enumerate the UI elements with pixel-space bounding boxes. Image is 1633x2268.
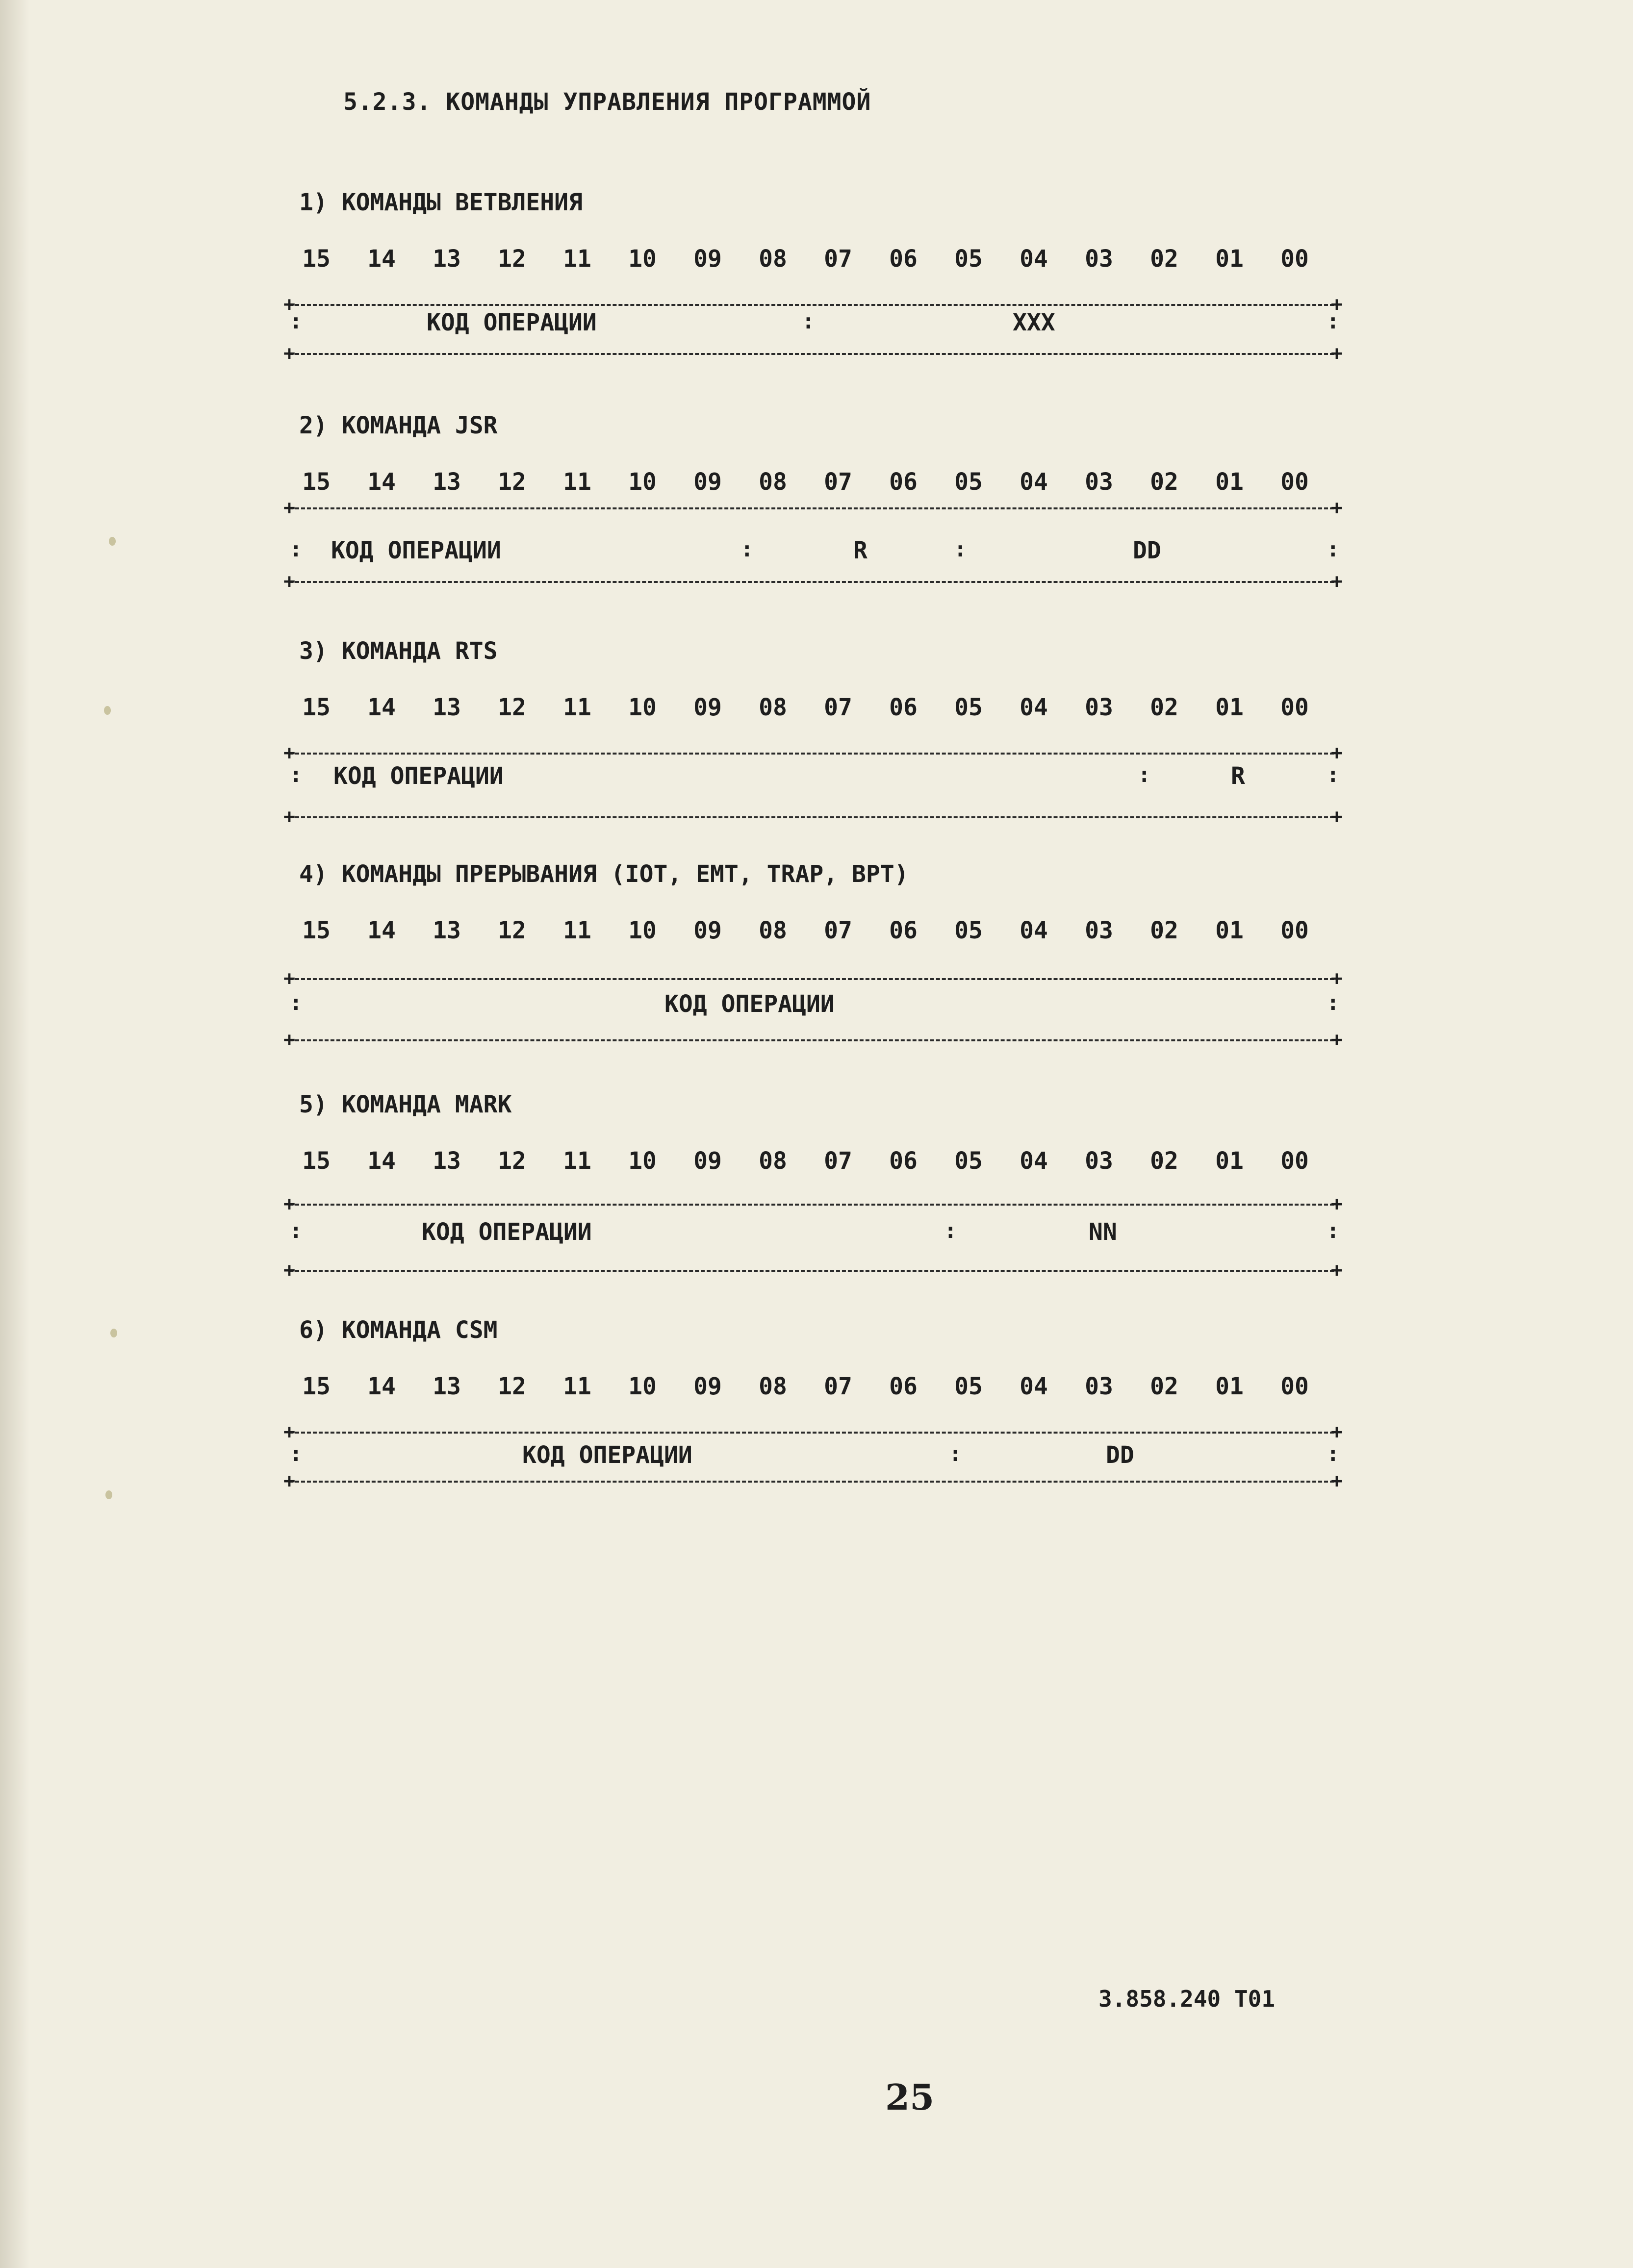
bit-number: 09 <box>693 1373 722 1400</box>
bit-number: 15 <box>302 1147 331 1175</box>
bit-number: 00 <box>1280 694 1309 721</box>
destination-field: DD <box>1133 537 1161 564</box>
instruction-format-row <box>289 990 1340 1020</box>
section-title: 3) КОМАНДА RTS <box>299 637 498 665</box>
bit-number: 15 <box>302 468 331 496</box>
section-mark <box>283 1091 1353 1287</box>
binding-hole <box>110 1329 117 1337</box>
bit-number: 02 <box>1150 1373 1178 1400</box>
bit-number: 03 <box>1085 245 1113 273</box>
instruction-format-row <box>289 309 1340 338</box>
register-field: R <box>853 537 868 564</box>
bit-number: 02 <box>1150 694 1178 721</box>
bit-number: 12 <box>498 245 526 273</box>
bit-number: 06 <box>889 468 918 496</box>
table-top-border: + + <box>283 293 1343 316</box>
bit-number: 03 <box>1085 1147 1113 1175</box>
bit-number: 14 <box>367 245 396 273</box>
bit-number: 10 <box>628 1147 657 1175</box>
opcode-field: КОД ОПЕРАЦИИ <box>422 1218 592 1246</box>
bit-number: 05 <box>954 1147 983 1175</box>
section-rts <box>283 637 1353 833</box>
field-separator: : <box>289 990 303 1015</box>
bit-number: 15 <box>302 694 331 721</box>
field-separator: : <box>1327 309 1340 334</box>
offset-field: XXX <box>1013 309 1055 336</box>
bit-number-row <box>289 1147 1334 1177</box>
bit-number: 15 <box>302 917 331 944</box>
field-separator: : <box>740 537 754 562</box>
instruction-format-row <box>289 1218 1340 1248</box>
bit-number: 09 <box>693 245 722 273</box>
bit-number: 11 <box>563 917 591 944</box>
parameter-count-field: NN <box>1089 1218 1117 1246</box>
bit-number: 11 <box>563 694 591 721</box>
field-separator: : <box>1138 762 1151 787</box>
destination-field: DD <box>1106 1441 1134 1469</box>
bit-number: 13 <box>433 468 461 496</box>
bit-number: 04 <box>1020 917 1048 944</box>
bit-number: 04 <box>1020 1373 1048 1400</box>
bit-number: 08 <box>759 245 787 273</box>
binding-hole <box>105 1490 112 1499</box>
bit-number: 12 <box>498 694 526 721</box>
bit-number: 00 <box>1280 468 1309 496</box>
bit-number: 02 <box>1150 1147 1178 1175</box>
bit-number-row <box>289 917 1334 946</box>
table-bottom-border: + + <box>283 1029 1343 1051</box>
section-title: 4) КОМАНДЫ ПРЕРЫВАНИЯ (IOT, EMT, TRAP, BPT) <box>299 860 909 888</box>
bit-number: 05 <box>954 245 983 273</box>
instruction-format-row <box>289 1441 1340 1471</box>
bit-number: 13 <box>433 917 461 944</box>
field-separator: : <box>289 762 303 787</box>
table-bottom-border: + + <box>283 806 1343 828</box>
opcode-field: КОД ОПЕРАЦИИ <box>333 762 504 790</box>
bit-number: 11 <box>563 1147 591 1175</box>
page-title: 5.2.3. КОМАНДЫ УПРАВЛЕНИЯ ПРОГРАММОЙ <box>343 88 871 116</box>
bit-number: 12 <box>498 468 526 496</box>
bit-number: 13 <box>433 245 461 273</box>
bit-number: 13 <box>433 1373 461 1400</box>
bit-number: 11 <box>563 468 591 496</box>
field-separator: : <box>289 1218 303 1243</box>
bit-number: 08 <box>759 1373 787 1400</box>
section-branch-commands <box>283 189 1353 385</box>
field-separator: : <box>1327 762 1340 787</box>
field-separator: : <box>1327 1441 1340 1466</box>
bit-number-row <box>289 1373 1334 1402</box>
bit-number: 14 <box>367 1147 396 1175</box>
field-separator: : <box>289 1441 303 1466</box>
bit-number: 10 <box>628 694 657 721</box>
instruction-format-row <box>289 537 1340 566</box>
section-interrupt-commands <box>283 860 1353 1057</box>
bit-number: 03 <box>1085 694 1113 721</box>
field-separator: : <box>289 309 303 334</box>
section-jsr <box>283 412 1353 608</box>
page-number: 25 <box>885 2076 935 2118</box>
bit-number: 01 <box>1215 694 1244 721</box>
section-title: 2) КОМАНДА JSR <box>299 412 498 439</box>
bit-number: 04 <box>1020 468 1048 496</box>
bit-number: 02 <box>1150 468 1178 496</box>
bit-number: 02 <box>1150 917 1178 944</box>
opcode-field: КОД ОПЕРАЦИИ <box>331 537 501 564</box>
bit-number: 06 <box>889 1373 918 1400</box>
bit-number: 05 <box>954 694 983 721</box>
bit-number: 05 <box>954 468 983 496</box>
bit-number-row <box>289 694 1334 723</box>
field-separator: : <box>944 1218 957 1243</box>
bit-number: 06 <box>889 917 918 944</box>
bit-number: 08 <box>759 468 787 496</box>
field-separator: : <box>1327 537 1340 562</box>
bit-number: 10 <box>628 1373 657 1400</box>
opcode-field: КОД ОПЕРАЦИИ <box>522 1441 692 1469</box>
bit-number: 14 <box>367 917 396 944</box>
bit-number: 09 <box>693 917 722 944</box>
bit-number: 08 <box>759 1147 787 1175</box>
section-title: 6) КОМАНДА CSM <box>299 1316 498 1344</box>
table-bottom-border: + + <box>283 342 1343 365</box>
table-top-border: + + <box>283 1193 1343 1215</box>
bit-number: 07 <box>824 245 852 273</box>
binding-hole <box>104 706 111 715</box>
bit-number: 08 <box>759 694 787 721</box>
bit-number: 11 <box>563 1373 591 1400</box>
bit-number: 01 <box>1215 1147 1244 1175</box>
bit-number: 09 <box>693 1147 722 1175</box>
bit-number: 04 <box>1020 694 1048 721</box>
bit-number: 10 <box>628 245 657 273</box>
bit-number: 13 <box>433 1147 461 1175</box>
opcode-field: КОД ОПЕРАЦИИ <box>664 990 835 1018</box>
bit-number: 07 <box>824 1373 852 1400</box>
table-top-border: + + <box>283 497 1343 519</box>
bit-number: 07 <box>824 694 852 721</box>
table-top-border: + + <box>283 967 1343 990</box>
bit-number: 14 <box>367 1373 396 1400</box>
bit-number: 02 <box>1150 245 1178 273</box>
bit-number: 03 <box>1085 917 1113 944</box>
bit-number: 12 <box>498 917 526 944</box>
bit-number: 00 <box>1280 245 1309 273</box>
bit-number: 15 <box>302 245 331 273</box>
bit-number: 04 <box>1020 1147 1048 1175</box>
bit-number: 00 <box>1280 917 1309 944</box>
bit-number: 09 <box>693 468 722 496</box>
bit-number: 03 <box>1085 468 1113 496</box>
bit-number: 00 <box>1280 1373 1309 1400</box>
field-separator: : <box>954 537 967 562</box>
bit-number: 00 <box>1280 1147 1309 1175</box>
bit-number: 13 <box>433 694 461 721</box>
section-csm <box>283 1316 1353 1512</box>
document-number: 3.858.240 Т01 <box>1098 1986 1276 2012</box>
bit-number: 01 <box>1215 468 1244 496</box>
section-title: 5) КОМАНДА MARK <box>299 1091 512 1118</box>
binding-hole <box>109 537 116 546</box>
bit-number: 15 <box>302 1373 331 1400</box>
bit-number: 14 <box>367 468 396 496</box>
bit-number: 07 <box>824 1147 852 1175</box>
bit-number: 05 <box>954 917 983 944</box>
bit-number: 06 <box>889 694 918 721</box>
bit-number: 01 <box>1215 1373 1244 1400</box>
table-bottom-border: + + <box>283 1470 1343 1492</box>
field-separator: : <box>802 309 815 334</box>
page-edge-shadow <box>0 0 29 2268</box>
table-top-border: + + <box>283 1421 1343 1443</box>
register-field: R <box>1231 762 1245 790</box>
bit-number: 10 <box>628 917 657 944</box>
bit-number: 06 <box>889 1147 918 1175</box>
bit-number: 07 <box>824 917 852 944</box>
instruction-format-row <box>289 762 1340 792</box>
table-bottom-border: + + <box>283 570 1343 593</box>
bit-number: 06 <box>889 245 918 273</box>
bit-number: 11 <box>563 245 591 273</box>
field-separator: : <box>1327 1218 1340 1243</box>
bit-number: 14 <box>367 694 396 721</box>
bit-number: 01 <box>1215 245 1244 273</box>
bit-number: 07 <box>824 468 852 496</box>
bit-number: 09 <box>693 694 722 721</box>
bit-number: 12 <box>498 1147 526 1175</box>
section-title: 1) КОМАНДЫ ВЕТВЛЕНИЯ <box>299 189 583 216</box>
table-top-border: + + <box>283 742 1343 764</box>
bit-number: 05 <box>954 1373 983 1400</box>
bit-number: 08 <box>759 917 787 944</box>
bit-number-row <box>289 468 1334 498</box>
bit-number: 12 <box>498 1373 526 1400</box>
bit-number: 10 <box>628 468 657 496</box>
field-separator: : <box>1327 990 1340 1015</box>
field-separator: : <box>949 1441 962 1466</box>
bit-number: 01 <box>1215 917 1244 944</box>
bit-number: 04 <box>1020 245 1048 273</box>
bit-number-row <box>289 245 1334 275</box>
field-separator: : <box>289 537 303 562</box>
bit-number: 03 <box>1085 1373 1113 1400</box>
opcode-field: КОД ОПЕРАЦИИ <box>427 309 597 336</box>
table-bottom-border: + + <box>283 1259 1343 1282</box>
